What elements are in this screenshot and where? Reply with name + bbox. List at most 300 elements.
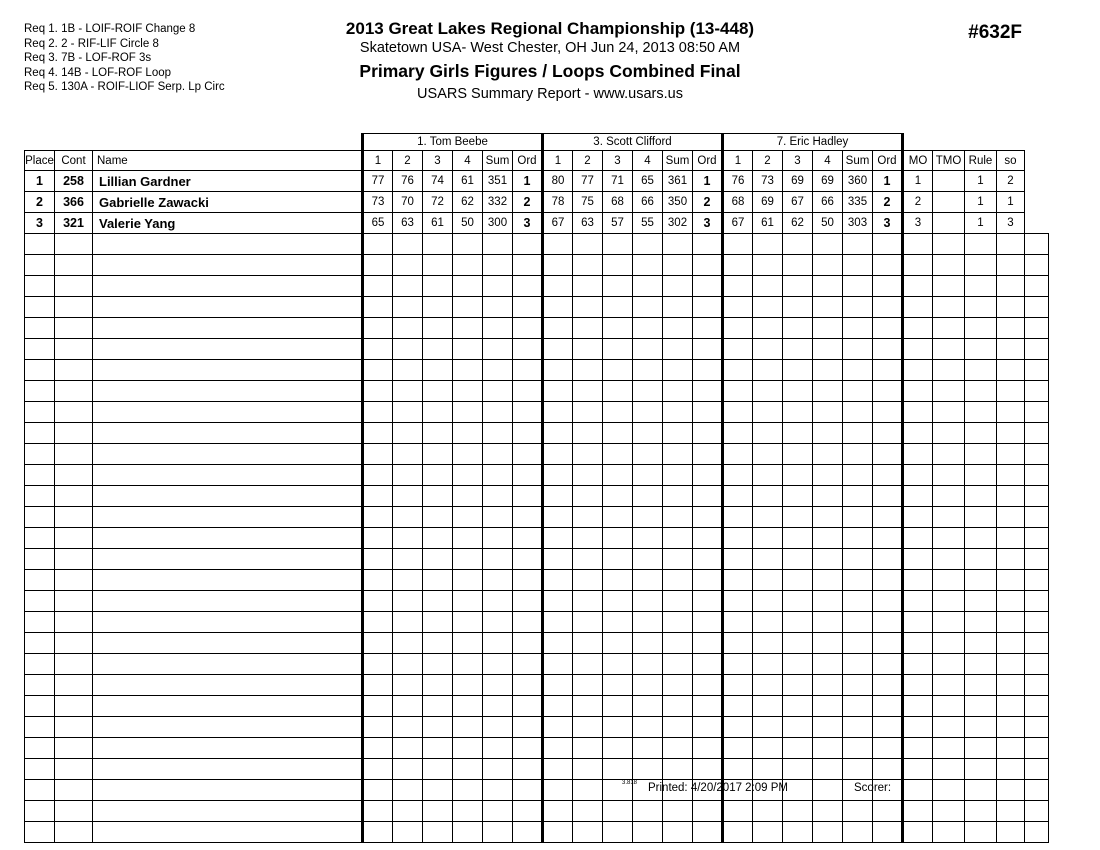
cell-empty	[753, 444, 783, 465]
cell-empty	[363, 717, 393, 738]
cell-j3-fig4: 69	[813, 171, 843, 192]
cell-j2-sum: 350	[663, 192, 693, 213]
cell-empty	[483, 780, 513, 801]
cell-empty	[965, 654, 997, 675]
cell-j1-sum: 351	[483, 171, 513, 192]
cell-empty	[513, 297, 543, 318]
header-j1-fig1: 1	[363, 151, 393, 171]
cell-empty	[543, 276, 573, 297]
requirement-item: Req 1. 1B - LOIF-ROIF Change 8	[24, 23, 196, 35]
cell-empty	[603, 381, 633, 402]
cell-empty	[93, 465, 363, 486]
cell-empty	[483, 696, 513, 717]
cell-empty	[543, 696, 573, 717]
cell-empty	[393, 570, 423, 591]
cell-empty	[483, 759, 513, 780]
table-row-empty[interactable]	[25, 402, 1049, 423]
cell-empty	[393, 528, 423, 549]
cell-empty	[873, 759, 903, 780]
cell-empty	[997, 822, 1025, 843]
cell-empty	[483, 654, 513, 675]
requirement-item: Req 2. 2 - RIF-LIF Circle 8	[24, 37, 159, 50]
table-row[interactable]	[25, 192, 1049, 213]
table-row-empty[interactable]	[25, 759, 1049, 780]
cell-empty	[753, 360, 783, 381]
table-row-empty[interactable]	[25, 675, 1049, 696]
judge-1-label: 1. Tom Beebe	[363, 134, 543, 151]
table-row-empty[interactable]	[25, 444, 1049, 465]
cell-empty	[603, 654, 633, 675]
cell-empty	[513, 276, 543, 297]
cell-empty	[483, 612, 513, 633]
cell-empty	[663, 717, 693, 738]
cell-empty	[753, 759, 783, 780]
cell-empty	[363, 549, 393, 570]
table-row-empty[interactable]	[25, 717, 1049, 738]
cell-j3-fig2: 61	[753, 213, 783, 234]
cell-empty	[513, 654, 543, 675]
cell-empty	[603, 423, 633, 444]
cell-empty	[903, 696, 933, 717]
cell-empty	[783, 234, 813, 255]
cell-empty	[783, 549, 813, 570]
cell-empty	[513, 822, 543, 843]
cell-j1-ord: 3	[513, 213, 543, 234]
cell-empty	[933, 360, 965, 381]
cell-empty	[633, 696, 663, 717]
cell-empty	[997, 276, 1025, 297]
cell-empty	[783, 717, 813, 738]
cell-empty	[513, 444, 543, 465]
cell-empty	[25, 696, 55, 717]
cell-empty	[933, 276, 965, 297]
cell-empty	[453, 381, 483, 402]
cell-empty	[663, 570, 693, 591]
cell-empty	[573, 633, 603, 654]
cell-empty	[55, 465, 93, 486]
cell-empty	[813, 822, 843, 843]
column-header-row	[25, 151, 1049, 171]
cell-empty	[363, 759, 393, 780]
cell-empty	[753, 717, 783, 738]
cell-empty	[843, 612, 873, 633]
cell-empty	[813, 738, 843, 759]
cell-empty	[93, 675, 363, 696]
cell-empty	[873, 717, 903, 738]
cell-empty	[1025, 402, 1049, 423]
cell-empty	[843, 339, 873, 360]
table-row-empty[interactable]	[25, 255, 1049, 276]
cell-j3-fig4: 66	[813, 192, 843, 213]
cell-empty	[753, 255, 783, 276]
cell-cont: 321	[55, 213, 93, 234]
cell-empty	[93, 444, 363, 465]
cell-empty	[783, 486, 813, 507]
report-header	[0, 18, 1100, 105]
cell-empty	[55, 591, 93, 612]
cell-empty	[93, 486, 363, 507]
cell-empty	[783, 402, 813, 423]
cell-empty	[965, 822, 997, 843]
table-row-empty[interactable]	[25, 528, 1049, 549]
cell-j2-ord: 3	[693, 213, 723, 234]
cell-empty	[965, 696, 997, 717]
cell-empty	[783, 423, 813, 444]
cell-empty	[93, 633, 363, 654]
cell-empty	[997, 654, 1025, 675]
cell-empty	[25, 381, 55, 402]
cell-empty	[873, 801, 903, 822]
cell-empty	[1025, 276, 1049, 297]
table-row-empty[interactable]	[25, 654, 1049, 675]
cell-empty	[933, 234, 965, 255]
cell-empty	[453, 822, 483, 843]
cell-empty	[55, 738, 93, 759]
header-j1-ord: Ord	[513, 151, 543, 171]
cell-empty	[903, 738, 933, 759]
table-row[interactable]	[25, 213, 1049, 234]
cell-empty	[933, 297, 965, 318]
cell-empty	[903, 549, 933, 570]
cell-empty	[513, 423, 543, 444]
table-row-empty[interactable]	[25, 549, 1049, 570]
cell-empty	[903, 801, 933, 822]
cell-empty	[55, 675, 93, 696]
results-table	[24, 133, 1049, 843]
cell-empty	[25, 423, 55, 444]
cell-empty	[573, 423, 603, 444]
cell-j3-sum: 360	[843, 171, 873, 192]
cell-empty	[965, 633, 997, 654]
cell-empty	[25, 360, 55, 381]
cell-empty	[813, 612, 843, 633]
cell-empty	[633, 549, 663, 570]
cell-empty	[25, 297, 55, 318]
cell-empty	[843, 360, 873, 381]
cell-empty	[1025, 549, 1049, 570]
cell-empty	[25, 234, 55, 255]
cell-empty	[965, 339, 997, 360]
cell-empty	[693, 570, 723, 591]
cell-empty	[813, 402, 843, 423]
table-row-empty[interactable]	[25, 696, 1049, 717]
header-place: Place	[25, 151, 55, 171]
requirement-item: Req 5. 130A - ROIF-LIOF Serp. Lp Circ	[24, 81, 225, 94]
cell-empty	[573, 234, 603, 255]
event-number: #632F	[968, 22, 1022, 43]
table-row-empty[interactable]	[25, 570, 1049, 591]
cell-empty	[483, 402, 513, 423]
cell-empty	[483, 381, 513, 402]
cell-empty	[363, 780, 393, 801]
table-row-empty[interactable]	[25, 822, 1049, 843]
table-row-empty[interactable]	[25, 297, 1049, 318]
cell-j3-fig2: 73	[753, 171, 783, 192]
cell-empty	[783, 339, 813, 360]
cell-empty	[93, 276, 363, 297]
cell-empty	[55, 780, 93, 801]
cell-empty	[813, 360, 843, 381]
cell-empty	[997, 423, 1025, 444]
cell-empty	[723, 675, 753, 696]
table-row-empty[interactable]	[25, 234, 1049, 255]
cell-empty	[933, 444, 965, 465]
table-row-empty[interactable]	[25, 507, 1049, 528]
cell-empty	[693, 549, 723, 570]
cell-empty	[663, 696, 693, 717]
cell-empty	[873, 339, 903, 360]
cell-cont: 258	[55, 171, 93, 192]
cell-empty	[25, 255, 55, 276]
table-row-empty[interactable]	[25, 633, 1049, 654]
cell-empty	[997, 360, 1025, 381]
cell-empty	[965, 759, 997, 780]
cell-empty	[843, 591, 873, 612]
cell-empty	[1025, 423, 1049, 444]
cell-empty	[573, 255, 603, 276]
cell-empty	[783, 738, 813, 759]
cell-empty	[997, 738, 1025, 759]
cell-empty	[483, 801, 513, 822]
cell-empty	[55, 759, 93, 780]
cell-empty	[453, 591, 483, 612]
cell-empty	[873, 402, 903, 423]
cell-empty	[55, 423, 93, 444]
cell-empty	[997, 570, 1025, 591]
cell-empty	[753, 276, 783, 297]
cell-j3-ord: 3	[873, 213, 903, 234]
cell-empty	[843, 465, 873, 486]
cell-empty	[603, 297, 633, 318]
cell-empty	[393, 633, 423, 654]
cell-empty	[543, 822, 573, 843]
cell-empty	[633, 255, 663, 276]
cell-empty	[543, 633, 573, 654]
cell-empty	[753, 402, 783, 423]
table-row[interactable]	[25, 171, 1049, 192]
cell-empty	[423, 759, 453, 780]
cell-empty	[783, 297, 813, 318]
cell-empty	[693, 234, 723, 255]
cell-empty	[843, 255, 873, 276]
cell-empty	[723, 234, 753, 255]
cell-empty	[363, 234, 393, 255]
cell-empty	[513, 675, 543, 696]
cell-empty	[573, 486, 603, 507]
table-row-empty[interactable]	[25, 360, 1049, 381]
cell-empty	[723, 549, 753, 570]
cell-empty	[843, 759, 873, 780]
cell-empty	[55, 696, 93, 717]
cell-empty	[933, 717, 965, 738]
cell-empty	[843, 402, 873, 423]
cell-empty	[603, 633, 633, 654]
cell-empty	[753, 822, 783, 843]
cell-empty	[513, 360, 543, 381]
cell-empty	[1025, 675, 1049, 696]
cell-empty	[423, 717, 453, 738]
table-row-empty[interactable]	[25, 381, 1049, 402]
cell-empty	[393, 675, 423, 696]
cell-empty	[663, 423, 693, 444]
table-row-empty[interactable]	[25, 318, 1049, 339]
table-row-empty[interactable]	[25, 612, 1049, 633]
cell-empty	[483, 339, 513, 360]
header-cont: Cont	[55, 151, 93, 171]
cell-empty	[513, 801, 543, 822]
cell-empty	[903, 255, 933, 276]
header-j2-fig1: 1	[543, 151, 573, 171]
table-row-empty[interactable]	[25, 738, 1049, 759]
cell-empty	[603, 549, 633, 570]
cell-tmo	[933, 213, 965, 234]
cell-empty	[783, 801, 813, 822]
table-row-empty[interactable]	[25, 423, 1049, 444]
cell-empty	[903, 423, 933, 444]
cell-empty	[633, 654, 663, 675]
organization-line: USARS Summary Report - www.usars.us	[417, 86, 683, 102]
cell-empty	[393, 318, 423, 339]
cell-empty	[783, 612, 813, 633]
cell-empty	[843, 276, 873, 297]
cell-empty	[423, 276, 453, 297]
cell-empty	[453, 570, 483, 591]
cell-empty	[25, 444, 55, 465]
cell-empty	[783, 318, 813, 339]
cell-empty	[903, 717, 933, 738]
cell-empty	[93, 738, 363, 759]
cell-j2-sum: 302	[663, 213, 693, 234]
cell-empty	[573, 528, 603, 549]
cell-empty	[965, 612, 997, 633]
cell-empty	[573, 675, 603, 696]
cell-empty	[965, 360, 997, 381]
cell-mo: 2	[903, 192, 933, 213]
competition-title: 2013 Great Lakes Regional Championship (13-448)	[345, 19, 755, 38]
cell-empty	[93, 423, 363, 444]
cell-empty	[393, 612, 423, 633]
cell-j1-fig3: 74	[423, 171, 453, 192]
cell-empty	[813, 444, 843, 465]
cell-empty	[603, 339, 633, 360]
cell-empty	[693, 318, 723, 339]
table-row-empty[interactable]	[25, 591, 1049, 612]
cell-empty	[783, 360, 813, 381]
cell-empty	[843, 318, 873, 339]
cell-empty	[965, 507, 997, 528]
cell-empty	[573, 759, 603, 780]
cell-empty	[573, 549, 603, 570]
cell-empty	[753, 738, 783, 759]
cell-empty	[93, 759, 363, 780]
cell-empty	[513, 717, 543, 738]
cell-empty	[363, 507, 393, 528]
cell-empty	[423, 402, 453, 423]
cell-empty	[573, 822, 603, 843]
cell-empty	[603, 801, 633, 822]
table-row-empty[interactable]	[25, 780, 1049, 801]
cell-empty	[843, 234, 873, 255]
table-row-empty[interactable]	[25, 801, 1049, 822]
cell-empty	[1025, 654, 1049, 675]
cell-j2-sum: 361	[663, 171, 693, 192]
cell-empty	[843, 423, 873, 444]
cell-empty	[483, 234, 513, 255]
cell-empty	[423, 318, 453, 339]
cell-empty	[843, 297, 873, 318]
cell-empty	[903, 822, 933, 843]
cell-empty	[423, 738, 453, 759]
cell-empty	[903, 780, 933, 801]
cell-empty	[693, 696, 723, 717]
cell-empty	[633, 717, 663, 738]
cell-empty	[543, 318, 573, 339]
event-title: Primary Girls Figures / Loops Combined Final	[359, 61, 741, 81]
cell-j2-fig2: 63	[573, 213, 603, 234]
cell-empty	[25, 822, 55, 843]
cell-empty	[603, 507, 633, 528]
cell-empty	[813, 654, 843, 675]
cell-empty	[933, 801, 965, 822]
cell-empty	[693, 591, 723, 612]
table-row-empty[interactable]	[25, 465, 1049, 486]
cell-empty	[25, 738, 55, 759]
cell-empty	[573, 381, 603, 402]
cell-j1-ord: 1	[513, 171, 543, 192]
cell-empty	[483, 297, 513, 318]
table-row-empty[interactable]	[25, 276, 1049, 297]
cell-empty	[753, 234, 783, 255]
cell-empty	[1025, 591, 1049, 612]
cell-empty	[965, 801, 997, 822]
cell-empty	[1025, 780, 1049, 801]
cell-empty	[873, 444, 903, 465]
cell-empty	[663, 675, 693, 696]
cell-empty	[873, 528, 903, 549]
cell-empty	[933, 822, 965, 843]
cell-empty	[603, 738, 633, 759]
cell-empty	[663, 801, 693, 822]
cell-empty	[363, 423, 393, 444]
cell-empty	[783, 276, 813, 297]
cell-empty	[693, 822, 723, 843]
cell-empty	[573, 696, 603, 717]
cell-empty	[873, 738, 903, 759]
cell-empty	[55, 528, 93, 549]
cell-empty	[483, 318, 513, 339]
cell-empty	[543, 402, 573, 423]
cell-empty	[997, 381, 1025, 402]
cell-empty	[363, 465, 393, 486]
cell-empty	[965, 402, 997, 423]
cell-empty	[393, 234, 423, 255]
cell-j3-fig1: 68	[723, 192, 753, 213]
cell-empty	[55, 801, 93, 822]
cell-empty	[933, 738, 965, 759]
header-name: Name	[93, 151, 363, 171]
cell-empty	[933, 780, 965, 801]
cell-empty	[965, 675, 997, 696]
cell-empty	[483, 255, 513, 276]
cell-empty	[363, 612, 393, 633]
cell-empty	[573, 612, 603, 633]
cell-empty	[513, 255, 543, 276]
cell-place: 1	[25, 171, 55, 192]
table-row-empty[interactable]	[25, 339, 1049, 360]
cell-empty	[603, 360, 633, 381]
table-row-empty[interactable]	[25, 486, 1049, 507]
cell-empty	[903, 444, 933, 465]
